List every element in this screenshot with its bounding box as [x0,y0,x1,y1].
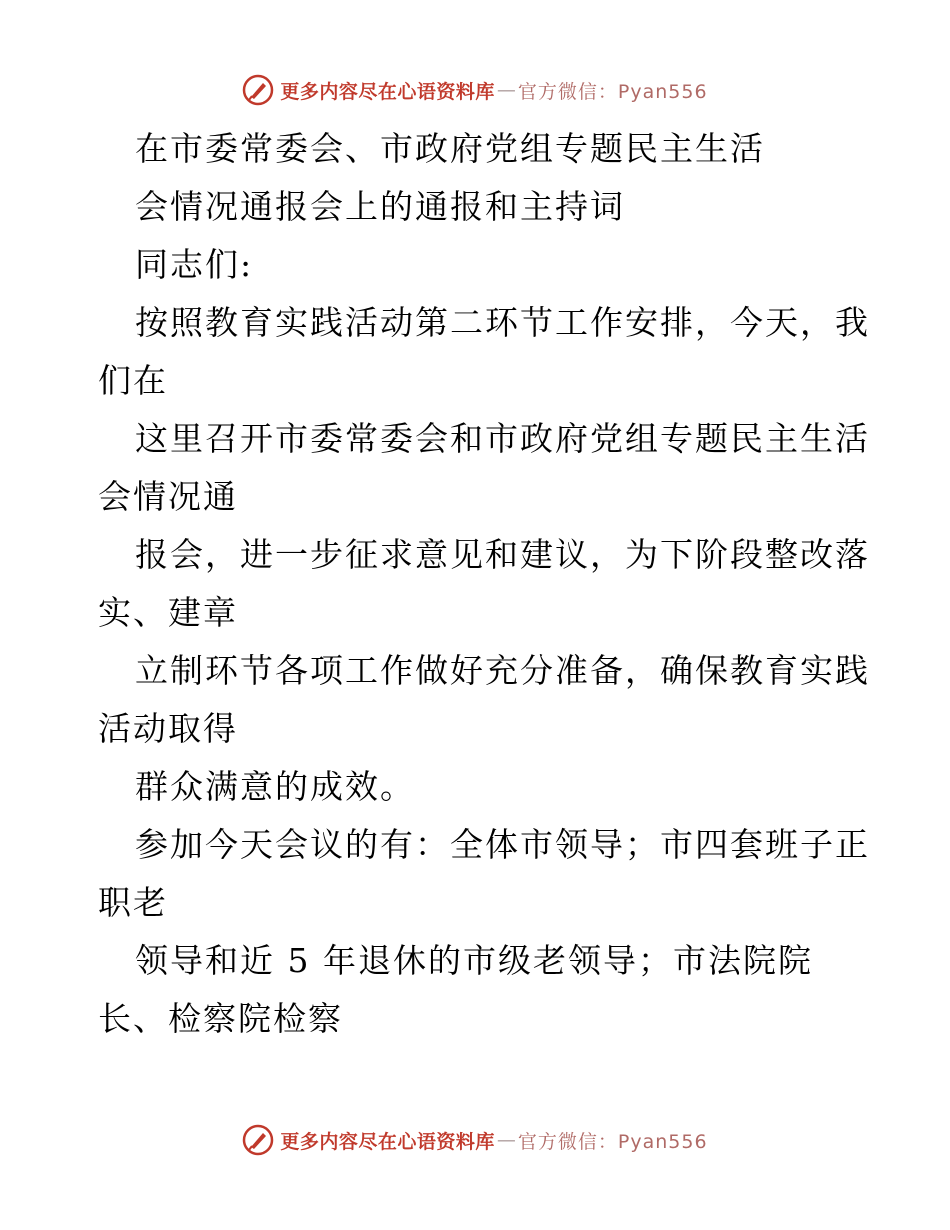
text-line: 们在 [98,361,168,400]
text-line: 按照教育实践活动第二环节工作安排，今天，我 [135,303,870,342]
footer-watermark-banner [0,1120,950,1160]
quill-pen-logo-icon [242,1124,274,1156]
banner-dash: — [496,79,516,101]
text-line: 报会，进一步征求意见和建议，为下阶段整改落 [135,535,870,574]
text-line: 参加今天会议的有：全体市领导；市四套班子正 [135,825,870,864]
text-line: 活动取得 [98,709,238,748]
header-watermark-banner [0,70,950,110]
banner-promo-text: 更多内容尽在心语资料库 [280,1130,495,1153]
banner-dash: — [496,1129,516,1151]
banner-promo-text: 更多内容尽在心语资料库 [280,80,495,103]
text-line: 这里召开市委常委会和市政府党组专题民主生活 [135,419,870,458]
document-body [98,120,870,1048]
text-line: 同志们: [135,245,254,284]
text-line: 长、检察院检察 [98,999,343,1038]
text-line: 会情况通 [98,477,238,516]
text-line: 领导和近 5 年退休的市级老领导；市法院院 [135,941,813,980]
banner-wechat-text: 官方微信：Pyan556 [517,1130,708,1153]
text-line: 群众满意的成效。 [135,767,415,806]
quill-pen-logo-icon [242,74,274,106]
text-line: 职老 [98,883,168,922]
text-line: 在市委常委会、市政府党组专题民主生活 [135,129,765,168]
text-line: 会情况通报会上的通报和主持词 [135,187,625,226]
banner-wechat-text: 官方微信：Pyan556 [517,80,708,103]
text-line: 实、建章 [98,593,238,632]
text-line: 立制环节各项工作做好充分准备，确保教育实践 [135,651,870,690]
